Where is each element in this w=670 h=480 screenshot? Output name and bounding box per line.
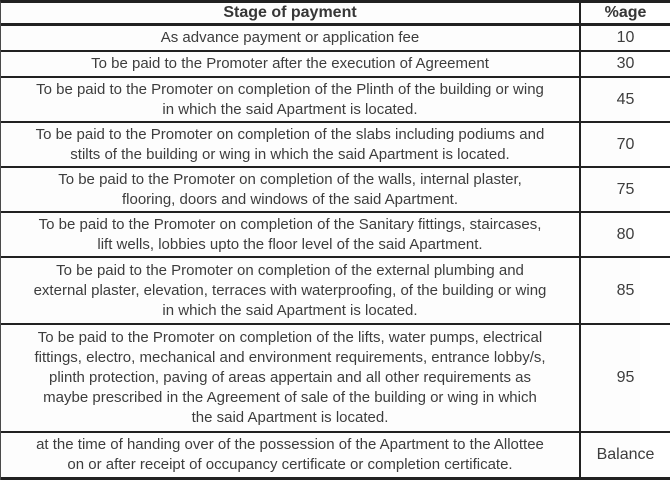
column-header-stage-of-payment [1, 3, 581, 23]
stage-cell [1, 123, 581, 166]
percentage-cell [581, 123, 670, 166]
percentage-value: 75 [616, 180, 635, 198]
percentage-value: Balance [596, 446, 655, 463]
stage-cell [1, 213, 581, 256]
stage-cell [1, 26, 581, 50]
percentage-value: 45 [616, 90, 635, 108]
percentage-value: 95 [616, 369, 635, 386]
percentage-value: 85 [616, 281, 635, 299]
column-header-percentage-label: %age [604, 4, 647, 21]
table-row-possession-handover [1, 433, 670, 480]
table-row-walls-plaster-completion [1, 168, 670, 213]
stage-text: As advance payment or application fee [160, 29, 420, 46]
stage-cell [1, 52, 581, 76]
percentage-cell [581, 52, 670, 76]
percentage-value: 10 [616, 29, 635, 46]
percentage-cell [581, 26, 670, 50]
percentage-cell [581, 433, 670, 477]
table-row-execution-of-agreement [1, 52, 670, 78]
table-row-slabs-completion [1, 123, 670, 168]
percentage-cell [581, 168, 670, 211]
stage-cell [1, 325, 581, 431]
stage-text: To be paid to the Promoter on completion of the walls, internal plaster, flooring, doors and windows of the said Apartment. [58, 170, 522, 208]
table-row-plinth-completion [1, 78, 670, 123]
percentage-cell [581, 325, 670, 431]
column-header-stage-label: Stage of payment [223, 4, 357, 21]
stage-text: at the time of handing over of the possession of the Apartment to the Allottee on or after receipt of occupancy certificate or completion certificate. [36, 436, 544, 473]
percentage-cell [581, 258, 670, 323]
table-row-advance-payment [1, 26, 670, 52]
table-row-lifts-and-requirements-completion [1, 325, 670, 433]
table-row-sanitary-fittings-completion [1, 213, 670, 258]
percentage-value: 70 [616, 135, 635, 153]
stage-cell [1, 258, 581, 323]
table-header-row [1, 3, 670, 26]
stage-text: To be paid to the Promoter on completion of the Sanitary fittings, staircases, lift wells, lobbies upto the floor level of the said Apartment. [38, 215, 542, 253]
stage-text: To be paid to the Promoter on completion of the lifts, water pumps, electrical fittings, electro, mechanical and environment requirements, entrance lobby/s, plinth protection, paving of areas appertain and all other requirements as maybe prescribed in the Agreement of sale of the building or wing in which the said Apartment is located. [34, 329, 546, 426]
percentage-value: 80 [616, 225, 635, 243]
column-header-percentage [581, 3, 670, 23]
stage-cell [1, 78, 581, 121]
stage-cell [1, 433, 581, 477]
stage-text: To be paid to the Promoter after the execution of Agreement [91, 55, 489, 72]
stage-text: To be paid to the Promoter on completion of the external plumbing and external plaster, elevation, terraces with waterproofing, of the building or wing in which the said Apartment is located. [33, 261, 547, 319]
percentage-value: 30 [616, 55, 635, 72]
percentage-cell [581, 78, 670, 121]
percentage-cell [581, 213, 670, 256]
stage-text: To be paid to the Promoter on completion of the Plinth of the building or wing in which the said Apartment is located. [36, 80, 544, 118]
stage-text: To be paid to the Promoter on completion of the slabs including podiums and stilts of the building or wing in which the said Apartment is located. [35, 125, 545, 163]
table-row-external-plumbing-completion [1, 258, 670, 325]
stage-cell [1, 168, 581, 211]
